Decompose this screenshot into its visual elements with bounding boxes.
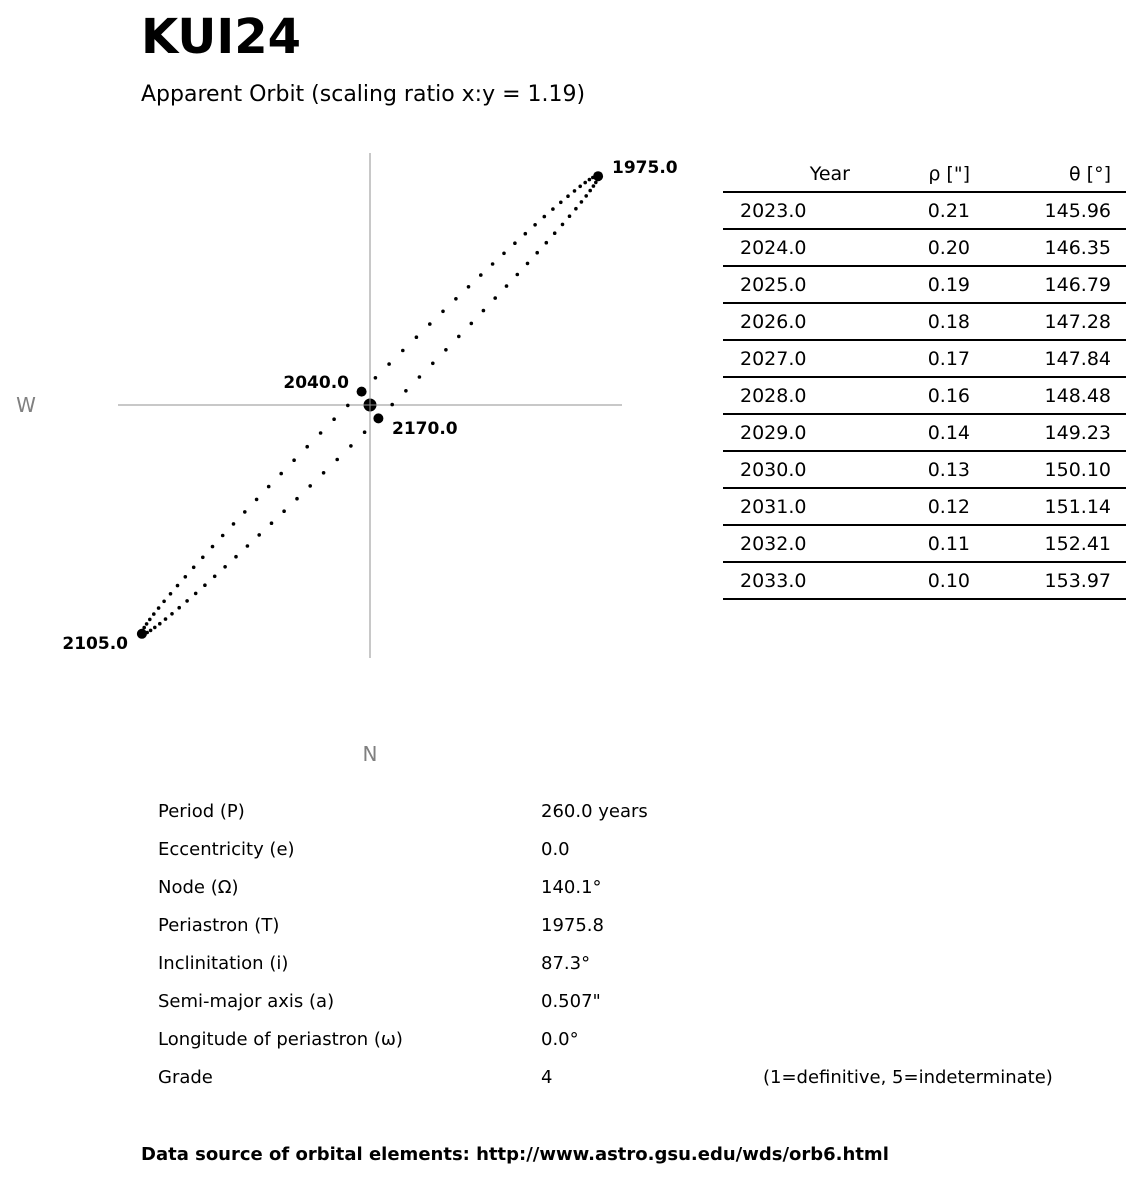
- orbit-dot: [201, 556, 205, 560]
- orbit-dot: [243, 510, 247, 514]
- ephemeris-row: [723, 192, 1126, 229]
- orbit-dot: [457, 335, 461, 339]
- orbit-dot: [234, 555, 238, 559]
- element-label: Inclinitation (i): [158, 953, 289, 974]
- ephemeris-row: [723, 451, 1126, 488]
- chart-subtitle: Apparent Orbit (scaling ratio x:y = 1.19): [141, 82, 586, 107]
- element-label: Periastron (T): [158, 915, 280, 936]
- orbit-dot: [282, 509, 286, 513]
- cell-year: 2025.0: [723, 266, 850, 303]
- orbit-dot: [170, 612, 174, 616]
- ephemeris-row: [723, 488, 1126, 525]
- cell-year: 2032.0: [723, 525, 850, 562]
- orbit-dot: [184, 575, 188, 579]
- element-label: Node (Ω): [158, 877, 239, 898]
- orbit-dot: [335, 458, 339, 462]
- epoch-point-2040.0: [357, 387, 367, 397]
- cell-theta: 148.48: [970, 377, 1126, 414]
- orbit-dot: [194, 592, 198, 596]
- orbit-dot: [232, 522, 236, 526]
- orbit-dot: [561, 223, 565, 227]
- orbit-dot: [363, 430, 367, 434]
- north-label: N: [362, 742, 378, 766]
- orbit-dot: [308, 484, 312, 488]
- element-label: Period (P): [158, 801, 245, 822]
- orbit-dot: [568, 214, 572, 218]
- col-header-theta: θ [°]: [970, 156, 1126, 192]
- orbit-dot: [404, 389, 408, 393]
- epoch-label-2040: 2040.0: [283, 373, 349, 393]
- cell-rho: 0.14: [850, 414, 970, 451]
- ephemeris-row: [723, 377, 1126, 414]
- orbit-dot: [185, 599, 189, 603]
- col-header-rho: ρ ["]: [850, 156, 970, 192]
- orbit-dot: [444, 348, 448, 352]
- orbit-dot: [535, 251, 539, 255]
- orbit-dot: [211, 545, 215, 549]
- cell-theta: 153.97: [970, 562, 1126, 599]
- orbit-dot: [479, 273, 483, 277]
- cell-year: 2028.0: [723, 377, 850, 414]
- cell-rho: 0.19: [850, 266, 970, 303]
- cell-year: 2024.0: [723, 229, 850, 266]
- orbit-dot: [148, 618, 152, 622]
- cell-rho: 0.20: [850, 229, 970, 266]
- orbit-dot: [145, 622, 149, 626]
- orbit-dot: [493, 296, 497, 300]
- orbit-dot: [482, 309, 486, 313]
- orbit-dot: [176, 584, 180, 588]
- cell-rho: 0.10: [850, 562, 970, 599]
- ephemeris-header-row: [723, 156, 1126, 192]
- orbit-dot: [545, 241, 549, 245]
- cell-rho: 0.18: [850, 303, 970, 340]
- cell-year: 2026.0: [723, 303, 850, 340]
- orbit-dot: [431, 362, 435, 366]
- orbit-dot: [578, 185, 582, 189]
- cell-year: 2033.0: [723, 562, 850, 599]
- orbit-dot: [162, 600, 166, 604]
- cell-rho: 0.12: [850, 488, 970, 525]
- epoch-point-2170.0: [373, 413, 383, 423]
- orbit-dot: [401, 349, 405, 353]
- orbit-dot: [574, 207, 578, 211]
- orbit-dot: [583, 181, 587, 185]
- element-value: 0.0°: [541, 1029, 579, 1050]
- orbit-dot: [553, 231, 557, 235]
- cell-theta: 151.14: [970, 488, 1126, 525]
- cell-year: 2029.0: [723, 414, 850, 451]
- ephemeris-row: [723, 525, 1126, 562]
- orbit-dot: [387, 362, 391, 366]
- cell-rho: 0.16: [850, 377, 970, 414]
- orbit-dot: [584, 194, 588, 198]
- cell-theta: 152.41: [970, 525, 1126, 562]
- orbit-dot: [346, 404, 350, 408]
- cell-rho: 0.21: [850, 192, 970, 229]
- orbit-dot: [255, 498, 259, 502]
- cell-theta: 146.35: [970, 229, 1126, 266]
- cell-theta: 147.84: [970, 340, 1126, 377]
- orbit-dot: [270, 521, 274, 525]
- element-label: Eccentricity (e): [158, 839, 295, 860]
- grade-scale-note: (1=definitive, 5=indeterminate): [763, 1067, 1053, 1088]
- orbit-dot: [533, 223, 537, 227]
- epoch-point-1975.0: [593, 171, 603, 181]
- orbit-dot: [292, 458, 296, 462]
- orbit-dot: [332, 417, 336, 421]
- ephemeris-table: [723, 156, 1126, 600]
- orbit-dot: [246, 544, 250, 548]
- element-value: 0.0: [541, 839, 570, 860]
- orbit-dot: [157, 606, 161, 610]
- orbit-dot: [580, 200, 584, 204]
- cell-year: 2031.0: [723, 488, 850, 525]
- orbit-dot: [319, 431, 323, 435]
- orbit-dot: [513, 241, 517, 245]
- orbit-dot: [213, 575, 217, 579]
- orbit-dot: [192, 566, 196, 570]
- orbit-dot: [418, 375, 422, 379]
- element-value: 87.3°: [541, 953, 591, 974]
- element-value: 4: [541, 1067, 553, 1088]
- orbit-dot: [223, 565, 227, 569]
- element-value: 140.1°: [541, 877, 602, 898]
- orbit-dot: [295, 497, 299, 501]
- cell-year: 2030.0: [723, 451, 850, 488]
- orbit-dot: [169, 592, 173, 596]
- orbit-dot: [158, 622, 162, 626]
- cell-theta: 150.10: [970, 451, 1126, 488]
- star-name-title: KUI24: [141, 9, 301, 65]
- ephemeris-row: [723, 340, 1126, 377]
- orbit-dot: [428, 322, 432, 326]
- element-value: 0.507": [541, 991, 601, 1012]
- west-label: W: [16, 393, 36, 417]
- orbit-dot: [267, 485, 271, 489]
- orbit-dot: [374, 376, 378, 380]
- element-label: Longitude of periastron (ω): [158, 1029, 403, 1050]
- orbit-dot: [467, 285, 471, 289]
- orbit-dot: [153, 626, 157, 630]
- orbit-dot: [491, 262, 495, 266]
- cell-theta: 149.23: [970, 414, 1126, 451]
- orbit-dot: [592, 184, 596, 188]
- orbit-dot: [588, 189, 592, 193]
- orbit-dot: [526, 262, 530, 266]
- orbit-dot: [524, 232, 528, 236]
- element-value: 1975.8: [541, 915, 604, 936]
- orbit-dot: [559, 201, 563, 205]
- orbit-dot: [203, 583, 207, 587]
- orbit-dot: [279, 472, 283, 476]
- col-header-year: Year: [723, 156, 850, 192]
- orbit-dot: [349, 444, 353, 448]
- cell-year: 2023.0: [723, 192, 850, 229]
- ephemeris-row: [723, 562, 1126, 599]
- cell-theta: 147.28: [970, 303, 1126, 340]
- orbit-dot: [441, 310, 445, 314]
- element-label: Semi-major axis (a): [158, 991, 335, 1012]
- orbit-dot: [516, 273, 520, 277]
- element-value: 260.0 years: [541, 801, 648, 822]
- orbit-dot: [573, 189, 577, 193]
- orbit-dot: [454, 297, 458, 301]
- orbit-dot: [322, 471, 326, 475]
- orbit-dot: [505, 284, 509, 288]
- orbit-dot: [305, 445, 309, 449]
- cell-rho: 0.11: [850, 525, 970, 562]
- orbit-chart: [0, 140, 720, 780]
- ephemeris-row: [723, 303, 1126, 340]
- epoch-label-2105: 2105.0: [62, 634, 128, 654]
- orbit-dot: [588, 178, 592, 182]
- orbit-dot: [470, 322, 474, 326]
- element-label: Grade: [158, 1067, 213, 1088]
- cell-rho: 0.13: [850, 451, 970, 488]
- orbit-dot: [152, 612, 156, 616]
- ephemeris-row: [723, 266, 1126, 303]
- data-source-note: Data source of orbital elements: http://www.astro.gsu.edu/wds/orb6.html: [141, 1144, 889, 1165]
- orbit-dot: [551, 207, 555, 211]
- orbit-dot: [566, 194, 570, 198]
- epoch-label-2170: 2170.0: [392, 419, 458, 439]
- cell-rho: 0.17: [850, 340, 970, 377]
- orbit-dot: [390, 403, 394, 407]
- epoch-point-2105.0: [137, 629, 147, 639]
- orbit-dot: [257, 533, 261, 537]
- orbit-dot: [149, 629, 153, 633]
- orbit-dot: [177, 606, 181, 610]
- cell-theta: 145.96: [970, 192, 1126, 229]
- cell-theta: 146.79: [970, 266, 1126, 303]
- orbit-dot: [543, 215, 547, 219]
- orbit-dot: [164, 617, 168, 621]
- orbit-dot: [221, 534, 225, 538]
- ephemeris-row: [723, 414, 1126, 451]
- ephemeris-row: [723, 229, 1126, 266]
- orbit-dot: [415, 335, 419, 339]
- orbit-dot: [502, 252, 506, 256]
- cell-year: 2027.0: [723, 340, 850, 377]
- epoch-label-1975: 1975.0: [612, 158, 678, 178]
